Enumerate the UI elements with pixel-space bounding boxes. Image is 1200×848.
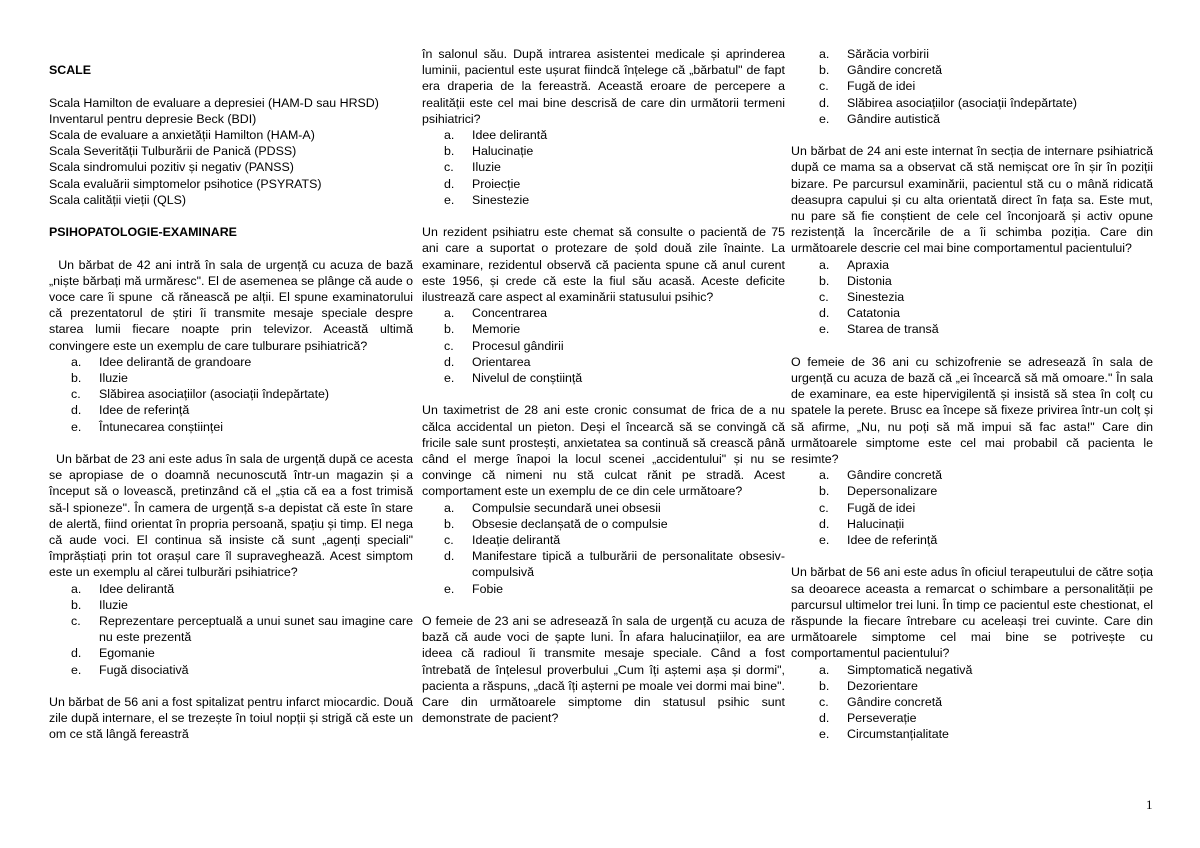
question-text: O femeie de 36 ani cu schizofrenie se adresează în sala de urgență cu acuza de bază că „ei încearcă să mă omoare." În sala de examinare, ea este hipervigilentă și insistă să stea în colț cu spatele la perete. Brusc ea începe să fixeze privirea într-un colț și să afirme, „Nu, nu poți să mă impui să fac asta!" Care din următoarele simptome este cel mai probabil că pacienta le resimte? bbox=[791, 354, 1153, 467]
option-letter: d. bbox=[71, 646, 82, 661]
answer-option bbox=[49, 662, 413, 678]
scale-item: Scala Severității Tulburării de Panică (PDSS) bbox=[49, 144, 297, 159]
scale-item: Scala sindromului pozitiv și negativ (PANSS) bbox=[49, 160, 294, 175]
option-letter: c. bbox=[444, 338, 454, 353]
option-letter: c. bbox=[819, 695, 829, 710]
answer-options bbox=[49, 581, 413, 678]
scale-item: Scala evaluării simptomelor psihotice (PSYRATS) bbox=[49, 176, 322, 191]
option-letter: a. bbox=[444, 128, 455, 143]
option-letter: a. bbox=[819, 257, 830, 272]
answer-option bbox=[422, 159, 785, 175]
option-letter: c. bbox=[71, 387, 81, 402]
option-text: Nivelul de conștiință bbox=[472, 371, 583, 386]
answer-option bbox=[791, 500, 1153, 516]
option-text: Iluzie bbox=[472, 160, 501, 175]
answer-option bbox=[791, 694, 1153, 710]
answer-options bbox=[422, 127, 785, 208]
option-letter: a. bbox=[819, 47, 830, 61]
option-text: Orientarea bbox=[472, 354, 531, 369]
answer-option bbox=[791, 662, 1153, 678]
answer-option bbox=[791, 467, 1153, 483]
option-text: Gândire autistică bbox=[847, 111, 940, 126]
option-letter: e. bbox=[71, 662, 82, 677]
question-text: Un bărbat de 24 ani este internat în secția de internare psihiatrică după ce mama sa a observat că stă nemișcat ore în șir în poziții bizare. Pe parcursul examinării, pacientul stă cu o mână ridicată deasupra capului și cu alta orientată direct în fața sa. Este mut, nu pare să fie conștient de cele cel înconjoară și activ opune rezistență la încercările de a îi schimba poziția. Care din următoarele descrie cel mai bine comportamentul pacientului? bbox=[791, 144, 1153, 256]
answer-option bbox=[422, 516, 785, 532]
answer-options bbox=[791, 46, 1153, 127]
question-text: Un bărbat de 42 ani intră în sala de urgență cu acuza de bază „niște bărbați mă urmăresc". El de asemenea se plânge că aude o voce care îi spune că rănească pe alții. El spune examinatorului că prezentatorul de știri îi transmite mesaje speciale despre starea lumii fiecare noapte prin televizor. Această ultimă convingere este un exemplu de care tulburare psihiatrică? bbox=[49, 257, 417, 353]
answer-options bbox=[791, 662, 1153, 743]
question-text: O femeie de 23 ani se adresează în sala de urgență cu acuza de bază că aude voci de șapte luni. În afara halucinațiilor, ea are ideea că radioul îi transmite mesaje speciale. Când a fost întrebată de înțelesul proverbului „Cum îți aștemi așa și dormi", pacienta a răspuns, „dacă îți așterni pe moale vei dormi mai bine". Care din următoarele simptome din statusul psihic sunt demonstrate de pacient? bbox=[422, 614, 785, 726]
option-text: Fugă de idei bbox=[847, 500, 916, 515]
option-text: Halucinație bbox=[472, 144, 534, 159]
option-text: Sărăcia vorbirii bbox=[847, 47, 929, 61]
option-text: Idee de referință bbox=[847, 533, 938, 548]
option-text: Gândire concretă bbox=[847, 695, 943, 710]
option-text: Fugă de idei bbox=[847, 79, 916, 94]
option-text: Egomanie bbox=[99, 646, 155, 661]
option-text: Idee de referință bbox=[99, 403, 190, 418]
answer-options bbox=[422, 305, 785, 386]
option-letter: b. bbox=[819, 678, 830, 693]
answer-option bbox=[422, 370, 785, 386]
answer-option bbox=[791, 483, 1153, 499]
answer-option bbox=[49, 402, 413, 418]
option-letter: c. bbox=[819, 500, 829, 515]
option-letter: e. bbox=[819, 322, 830, 337]
option-text: Întunecarea conștiinței bbox=[99, 419, 223, 434]
question-text: Un bărbat de 23 ani este adus în sala de urgență după ce acesta se apropiase de o doamnă necunoscută într-un magazin și a început să o lovească, pretinzând că el „știa că ea a fost trimisă să-l spioneze". În camera de urgență s-a depistat că este în stare de alertă, fiind orientat în propria persoană, spațiu și timp. El nega că aude voci. El continua să insiste că sunt „agenți speciali" împrăștiați prin tot orașul care îl supraveghează. Acest simptom este un exemplu al cărei tulburări psihiatrice? bbox=[49, 452, 417, 580]
option-text: Idee delirantă de grandoare bbox=[99, 354, 252, 369]
option-text: Depersonalizare bbox=[847, 484, 938, 499]
answer-option bbox=[422, 338, 785, 354]
answer-option bbox=[791, 321, 1153, 337]
answer-option bbox=[422, 532, 785, 548]
answer-option bbox=[791, 111, 1153, 127]
option-letter: e. bbox=[819, 727, 830, 742]
answer-options bbox=[791, 257, 1153, 338]
option-letter: d. bbox=[71, 403, 82, 418]
option-text: Memorie bbox=[472, 322, 521, 337]
scale-item: Scala de evaluare a anxietății Hamilton (HAM-A) bbox=[49, 127, 315, 142]
option-letter: d. bbox=[444, 176, 455, 191]
answer-option bbox=[422, 321, 785, 337]
answer-option bbox=[49, 370, 413, 386]
question-text: Un taximetrist de 28 ani este cronic consumat de frica de a nu călca accidental un pieton. Deși el încearcă să se convingă că fricile sale sunt prostești, anxietatea sa continuă să crească până când el merge înapoi la locul scenei „accidentului" și nu se convinge că nimeni nu stă culcat rănit pe stradă. Acest comportament este un exemplu de ce din cele următoare? bbox=[422, 403, 785, 499]
answer-option bbox=[791, 710, 1153, 726]
answer-option bbox=[49, 354, 413, 370]
section-heading-scales: SCALE bbox=[49, 63, 91, 78]
answer-option bbox=[791, 78, 1153, 94]
option-text: Proiecție bbox=[472, 176, 521, 191]
option-letter: e. bbox=[819, 533, 830, 548]
answer-option bbox=[49, 645, 413, 661]
option-text: Concentrarea bbox=[472, 306, 548, 321]
option-text: Iluzie bbox=[99, 597, 128, 612]
option-letter: b. bbox=[71, 371, 82, 385]
option-letter: c. bbox=[444, 533, 454, 548]
option-letter: d. bbox=[819, 711, 830, 726]
option-letter: b. bbox=[444, 322, 455, 337]
page-number: 1 bbox=[1146, 797, 1153, 812]
option-text: Sinestezie bbox=[472, 192, 530, 207]
answer-option bbox=[791, 289, 1153, 305]
answer-option bbox=[422, 192, 785, 208]
option-text: Catatonia bbox=[847, 306, 901, 321]
option-text: Idee delirantă bbox=[99, 581, 175, 596]
answer-option bbox=[49, 581, 413, 597]
option-text: Slăbirea asociațiilor (asociații îndepărtate) bbox=[847, 95, 1078, 110]
option-text: Distonia bbox=[847, 273, 892, 288]
option-letter: e. bbox=[71, 419, 82, 434]
answer-option bbox=[791, 726, 1153, 742]
answer-option bbox=[49, 419, 413, 435]
answer-option bbox=[422, 176, 785, 192]
option-letter: d. bbox=[819, 306, 830, 321]
option-letter: a. bbox=[819, 468, 830, 483]
option-text: Reprezentare perceptuală a unui sunet sau imagine care nu este prezentă bbox=[99, 614, 413, 645]
option-text: Halucinații bbox=[847, 516, 905, 531]
option-letter: a. bbox=[819, 662, 830, 677]
answer-options bbox=[49, 354, 413, 435]
question-text: Un bărbat de 56 ani a fost spitalizat pentru infarct miocardic. Două zile după internare, el se trezește în toiul nopții și strigă că este un om ce stă lângă fereastră bbox=[49, 695, 413, 742]
answer-option bbox=[791, 257, 1153, 273]
answer-option bbox=[49, 386, 413, 402]
option-text: Gândire concretă bbox=[847, 63, 943, 78]
option-text: Apraxia bbox=[847, 257, 890, 272]
question-text: în salonul său. După intrarea asistentei medicale și aprinderea luminii, pacientul este ușurat fiindcă înțelege că „bărbatul" de fapt era draperia de la fereastră. Această eroare de percepere a realității este cel mai bine descrisă de care din următorii termeni psihiatrici? bbox=[422, 47, 785, 126]
answer-option bbox=[791, 678, 1153, 694]
answer-option bbox=[791, 532, 1153, 548]
option-text: Fobie bbox=[472, 581, 503, 596]
answer-option bbox=[791, 273, 1153, 289]
option-letter: e. bbox=[819, 111, 830, 126]
answer-options bbox=[422, 500, 785, 597]
option-letter: b. bbox=[444, 144, 455, 159]
option-letter: c. bbox=[71, 614, 81, 629]
scale-item: Scala Hamilton de evaluare a depresiei (HAM-D sau HRSD) bbox=[49, 95, 379, 110]
option-letter: a. bbox=[71, 581, 82, 596]
option-letter: d. bbox=[819, 95, 830, 110]
answer-option bbox=[49, 613, 413, 645]
option-text: Obsesie declanșată de o compulsie bbox=[472, 516, 668, 531]
section-heading-psychopathology: PSIHOPATOLOGIE-EXAMINARE bbox=[49, 225, 237, 240]
column-middle bbox=[422, 46, 785, 726]
scale-item: Inventarul pentru depresie Beck (BDI) bbox=[49, 111, 257, 126]
answer-option bbox=[422, 354, 785, 370]
answer-option bbox=[791, 95, 1153, 111]
option-text: Slăbirea asociațiilor (asociații îndepărtate) bbox=[99, 387, 330, 402]
answer-option bbox=[791, 305, 1153, 321]
answer-option bbox=[422, 143, 785, 159]
option-letter: a. bbox=[444, 306, 455, 321]
option-text: Ideație delirantă bbox=[472, 533, 561, 548]
answer-option bbox=[422, 548, 785, 580]
answer-option bbox=[422, 305, 785, 321]
option-letter: e. bbox=[444, 192, 455, 207]
option-text: Sinestezia bbox=[847, 290, 905, 305]
answer-option bbox=[791, 46, 1153, 62]
option-letter: b. bbox=[819, 484, 830, 499]
option-text: Compulsie secundară unei obsesii bbox=[472, 500, 661, 515]
option-text: Circumstanțialitate bbox=[847, 727, 949, 742]
answer-option bbox=[422, 127, 785, 143]
column-left bbox=[49, 46, 417, 743]
option-text: Manifestare tipică a tulburării de personalitate obsesiv-compulsivă bbox=[472, 549, 785, 580]
option-letter: e. bbox=[444, 371, 455, 386]
option-letter: c. bbox=[819, 290, 829, 305]
option-letter: c. bbox=[444, 160, 454, 175]
question-text: Un bărbat de 56 ani este adus în oficiul terapeutului de către soția sa deoarece aceasta a remarcat o schimbare a personalității pe parcursul ultimelor trei luni. În timp ce pacientul este chestionat, el răspunde la fiecare întrebare cu aceleași trei cuvinte. Care din următoarele simptome cel mai bine se potrivește cu comportamentul pacientului? bbox=[791, 565, 1153, 661]
option-letter: c. bbox=[819, 79, 829, 94]
option-letter: d. bbox=[444, 549, 455, 564]
option-letter: e. bbox=[444, 581, 455, 596]
answer-option bbox=[49, 597, 413, 613]
option-letter: a. bbox=[444, 500, 455, 515]
option-letter: b. bbox=[819, 273, 830, 288]
option-text: Fugă disociativă bbox=[99, 662, 189, 677]
option-text: Gândire concretă bbox=[847, 468, 943, 483]
answer-option bbox=[422, 581, 785, 597]
option-text: Perseverație bbox=[847, 711, 917, 726]
option-text: Simptomatică negativă bbox=[847, 662, 973, 677]
option-text: Idee delirantă bbox=[472, 128, 548, 143]
option-text: Dezorientare bbox=[847, 678, 918, 693]
option-text: Starea de transă bbox=[847, 322, 939, 337]
option-letter: b. bbox=[819, 63, 830, 78]
option-letter: b. bbox=[444, 516, 455, 531]
answer-options bbox=[791, 467, 1153, 548]
option-letter: d. bbox=[819, 516, 830, 531]
option-text: Iluzie bbox=[99, 371, 128, 385]
answer-option bbox=[791, 62, 1153, 78]
scale-item: Scala calității vieții (QLS) bbox=[49, 192, 187, 207]
option-text: Procesul gândirii bbox=[472, 338, 564, 353]
option-letter: b. bbox=[71, 597, 82, 612]
option-letter: d. bbox=[444, 354, 455, 369]
answer-option bbox=[422, 500, 785, 516]
option-letter: a. bbox=[71, 354, 82, 369]
question-text: Un rezident psihiatru este chemat să consulte o pacientă de 75 ani care a suportat o protezare de șold două zile înainte. La examinare, rezidentul observă că pacienta spune că anul curent este 1956, și crede că este la fiul său acasă. Aceste deficite ilustrează care aspect al examinării statusului psihic? bbox=[422, 225, 785, 305]
column-right bbox=[791, 46, 1153, 743]
answer-option bbox=[791, 516, 1153, 532]
